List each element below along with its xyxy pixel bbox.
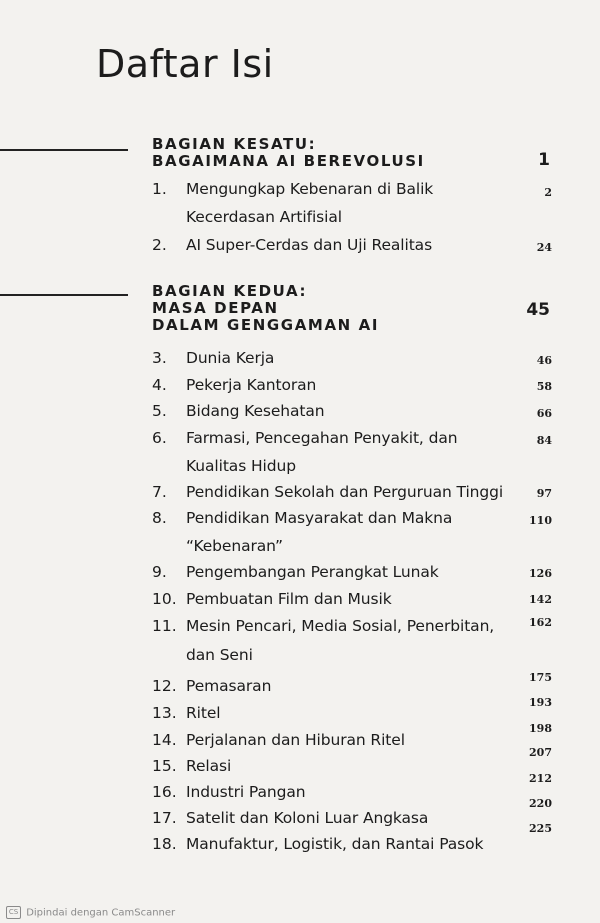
chapter-page-number: 175 [529,671,552,684]
part-page-number: 45 [526,300,550,320]
chapter-number: 16. [152,783,177,801]
chapter-number: 12. [152,677,177,695]
chapter-page-number: 225 [529,822,552,835]
chapter-title-line: Perjalanan dan Hiburan Ritel [186,731,405,749]
chapter-number: 3. [152,349,167,367]
part-divider-rule [0,149,128,151]
chapter-title-line: Kualitas Hidup [186,457,296,475]
page-title: Daftar Isi [96,42,274,86]
chapter-title-line: Relasi [186,757,232,775]
chapter-title-line: Ritel [186,704,221,722]
scanner-watermark [6,906,175,919]
chapter-page-number: 207 [529,746,552,759]
chapter-page-number: 24 [536,241,552,254]
part-page-number: 1 [538,150,550,170]
chapter-number: 18. [152,835,177,853]
chapter-number: 1. [152,180,167,198]
part-heading-line: BAGAIMANA AI BEREVOLUSI [152,152,425,170]
chapter-number: 13. [152,704,177,722]
chapter-page-number: 142 [529,593,552,606]
chapter-title-line: Mengungkap Kebenaran di Balik [186,180,434,198]
chapter-page-number: 193 [529,696,552,709]
chapter-title-line: AI Super-Cerdas dan Uji Realitas [186,236,433,254]
chapter-number: 2. [152,236,167,254]
chapter-page-number: 198 [529,722,552,735]
chapter-title-line: Pekerja Kantoran [186,376,317,394]
chapter-number: 11. [152,617,177,635]
chapter-title-line: Bidang Kesehatan [186,402,325,420]
chapter-title-line: Pengembangan Perangkat Lunak [186,563,439,581]
chapter-number: 15. [152,757,177,775]
chapter-title-line: Pembuatan Film dan Musik [186,590,392,608]
scanner-watermark-text: Dipindai dengan CamScanner [26,907,176,919]
chapter-title-line: Farmasi, Pencegahan Penyakit, dan [186,429,458,447]
chapter-page-number: 2 [544,186,552,199]
chapter-page-number: 126 [529,567,552,580]
chapter-page-number: 46 [536,354,552,367]
part-heading-line: BAGIAN KEDUA: [152,282,308,300]
chapter-page-number: 58 [536,380,552,393]
chapter-page-number: 212 [529,772,552,785]
chapter-page-number: 84 [536,434,552,447]
chapter-number: 7. [152,483,167,501]
chapter-number: 4. [152,376,167,394]
chapter-page-number: 110 [529,514,552,527]
chapter-number: 5. [152,402,167,420]
chapter-title-line: Mesin Pencari, Media Sosial, Penerbitan, [186,617,495,635]
chapter-number: 10. [152,590,177,608]
chapter-title-line: Satelit dan Koloni Luar Angkasa [186,809,429,827]
chapter-title-line: Pendidikan Sekolah dan Perguruan Tinggi [186,483,504,501]
part-heading-line: DALAM GENGGAMAN AI [152,316,380,334]
chapter-number: 8. [152,509,167,527]
chapter-title-line: “Kebenaran” [186,537,283,555]
chapter-page-number: 220 [529,797,552,810]
part-divider-rule [0,294,128,296]
chapter-title-line: Pemasaran [186,677,272,695]
chapter-number: 9. [152,563,167,581]
chapter-title-line: dan Seni [186,646,253,664]
chapter-number: 14. [152,731,177,749]
part-heading-line: BAGIAN KESATU: [152,135,317,153]
chapter-title-line: Manufaktur, Logistik, dan Rantai Pasok [186,835,484,853]
camscanner-icon: CS [6,906,21,919]
chapter-title-line: Industri Pangan [186,783,306,801]
chapter-title-line: Dunia Kerja [186,349,275,367]
chapter-page-number: 162 [529,616,552,629]
part-heading [152,136,425,170]
chapter-number: 17. [152,809,177,827]
chapter-title-line: Kecerdasan Artifisial [186,208,342,226]
chapter-page-number: 66 [536,407,552,420]
part-heading [152,283,379,334]
chapter-page-number: 97 [536,487,552,500]
chapter-title-line: Pendidikan Masyarakat dan Makna [186,509,453,527]
part-heading-line: MASA DEPAN [152,299,279,317]
chapter-number: 6. [152,429,167,447]
